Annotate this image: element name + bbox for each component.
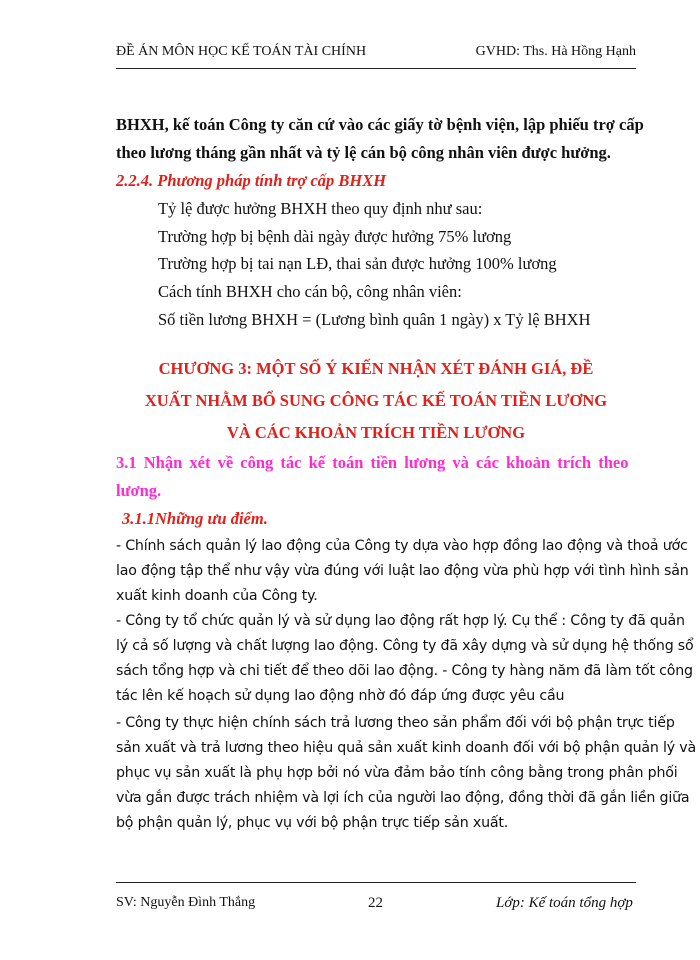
rule-line-4: Cách tính BHXH cho cán bộ, công nhân viên: [158,282,462,301]
footer-student-name: SV: Nguyễn Đình Thắng [116,895,256,910]
header-divider [116,68,636,69]
section-3-1-1-heading: 3.1.1Những ưu điểm. [122,509,268,528]
paragraph-2-line-3: sách tổng hợp và chi tiết để theo dõi lao động. - Công ty hàng năm đã làm tốt công [116,663,693,679]
rule-line-2: Trường hợp bị bệnh dài ngày được hưởng 75% lương [158,227,512,246]
footer-divider [116,882,636,883]
footer-page-number: 22 [368,895,383,911]
paragraph-3-line-4: vừa gắn được trách nhiệm và lợi ích của người lao động, đồng thời đã gắn liền giữa [116,790,690,806]
rule-formula: Số tiền lương BHXH = (Lương bình quân 1 ngày) x Tỷ lệ BHXH [158,310,591,329]
section-3-1-heading-line-1: 3.1 Nhận xét về công tác kế toán tiền lương và các khoản trích theo [116,453,629,472]
paragraph-3-line-1: - Công ty thực hiện chính sách trả lương theo sản phẩm đối với bộ phận trực tiếp [116,715,675,731]
header-advisor: GVHD: Ths. Hà Hồng Hạnh [475,44,636,59]
paragraph-2-line-4: tác lên kế hoạch sử dụng lao động nhờ đó đáp ứng được yêu cầu [116,688,565,704]
rule-line-3: Trường hợp bị tai nạn LĐ, thai sản được hưởng 100% lương [158,254,557,273]
intro-line-2: theo lương tháng gần nhất và tỷ lệ cán bộ công nhân viên được hưởng. [116,143,611,162]
chapter-3-title-line-2: XUẤT NHẰM BỔ SUNG CÔNG TÁC KẾ TOÁN TIỀN LƯƠNG [144,391,608,410]
intro-line-1: BHXH, kế toán Công ty căn cứ vào các giấy tờ bệnh viện, lập phiếu trợ cấp [116,115,644,134]
page-header [116,44,636,62]
chapter-3-title-line-3: VÀ CÁC KHOẢN TRÍCH TIỀN LƯƠNG [226,423,526,442]
paragraph-3-line-2: sản xuất và trả lương theo hiệu quả sản xuất kinh doanh đối với bộ phận quản lý và [116,740,696,756]
paragraph-2-line-2: lý cả số lượng và chất lượng lao động. Công ty đã xây dựng và sử dụng hệ thống sổ [116,638,694,654]
footer-class-name: Lớp: Kế toán tổng hợp [496,895,633,911]
header-course-title: ĐỀ ÁN MÔN HỌC KẾ TOÁN TÀI CHÍNH [116,44,367,59]
section-3-1-heading-line-2: lương. [116,481,162,500]
paragraph-3-line-5: bộ phận quản lý, phục vụ với bộ phận trực tiếp sản xuất. [116,815,509,831]
rule-line-1: Tỷ lệ được hưởng BHXH theo quy định như sau: [158,199,483,218]
section-2-2-4-heading: 2.2.4. Phương pháp tính trợ cấp BHXH [116,171,387,190]
paragraph-1-line-2: lao động tập thể như vậy vừa đúng với luật lao động vừa phù hợp với tình hình sản [116,563,689,579]
paragraph-1-line-1: - Chính sách quản lý lao động của Công ty dựa vào hợp đồng lao động và thoả ước [116,538,688,554]
paragraph-3-line-3: phục vụ sản xuất là phụ hợp bởi nó vừa đảm bảo tính công bằng trong phân phối [116,765,678,781]
chapter-3-title-line-1: CHƯƠNG 3: MỘT SỐ Ý KIẾN NHẬN XÉT ĐÁNH GIÁ, ĐỀ [158,359,594,378]
paragraph-1-line-3: xuất kinh doanh của Công ty. [116,588,318,604]
paragraph-2-line-1: - Công ty tổ chức quản lý và sử dụng lao động rất hợp lý. Cụ thể : Công ty đã quản [116,613,685,629]
